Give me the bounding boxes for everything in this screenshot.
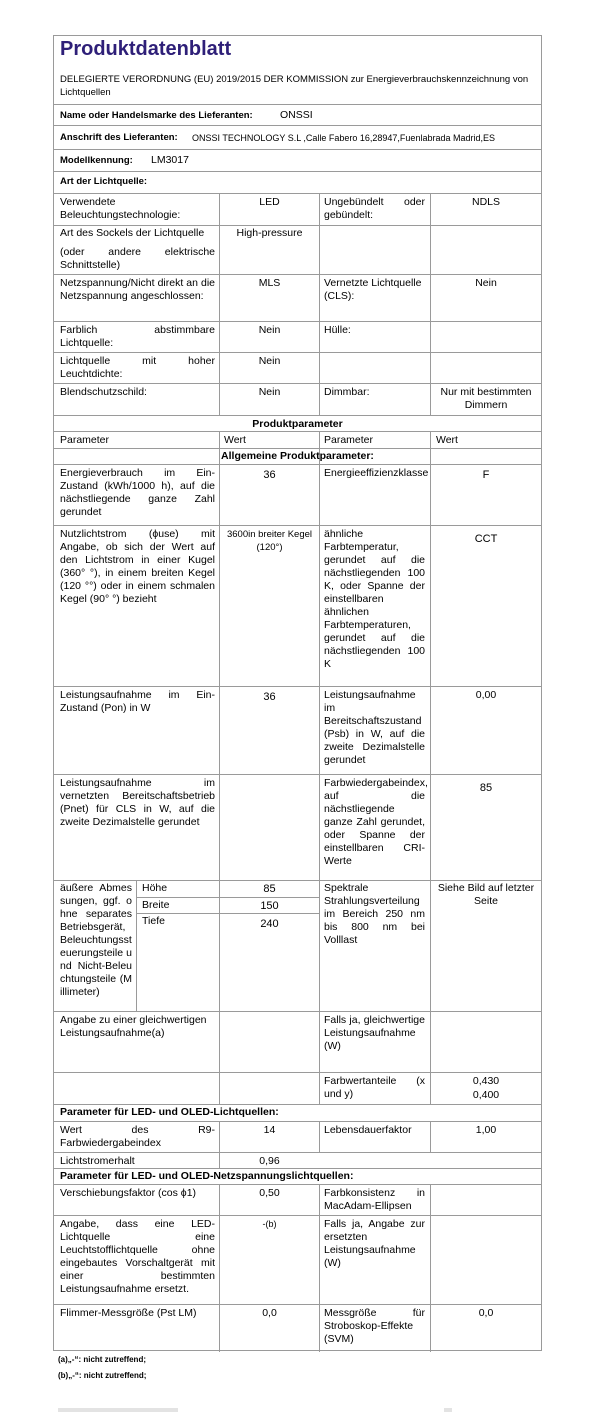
dimmable-label: Dimmbar: (324, 386, 370, 398)
fluorescent-replacement-label: Angabe, dass eine LED-Lichtquelle eine Leuchtstofflichtquelle ohne eingebautes Vorschaltgerät mit einer bestimmten Leistungsaufnahme ersetzt. (60, 1218, 215, 1295)
energy-consumption-value: 36 (263, 469, 276, 481)
chromaticity-label: Farbwertanteile (x und y) (324, 1075, 425, 1100)
col-value-header: Wert (224, 434, 246, 446)
flicker-label: Flimmer-Messgröße (Pst LM) (60, 1307, 197, 1319)
fluorescent-replacement-value: -(b) (262, 1219, 277, 1229)
col-divider (430, 1184, 431, 1352)
model-label: Modellkennung: (60, 155, 133, 166)
chromaticity-x: 0,430 (472, 1075, 500, 1087)
page-title: Produktdatenblatt (60, 38, 232, 60)
spectral-label: Spektrale Strahlungsverteilung im Bereich 250 nm bis 800 nm bei Volllast (324, 882, 425, 946)
col-divider (319, 1184, 320, 1352)
row-divider (54, 274, 541, 275)
row-divider (54, 225, 541, 226)
row-divider (54, 125, 541, 126)
supplier-name-label: Name oder Handelsmarke des Lieferanten: (60, 110, 253, 121)
row-divider (54, 1152, 541, 1153)
dim-depth-value: 240 (260, 918, 279, 930)
mains-label: Netzspannung/Nicht direkt an die Netzspannung angeschlossen: (60, 277, 215, 302)
col-divider (319, 1121, 320, 1152)
next-page-fragment (58, 1408, 178, 1412)
row-divider (54, 415, 541, 416)
section-heading-type: Art der Lichtquelle: (60, 176, 148, 187)
row-divider (54, 525, 541, 526)
product-params-heading: Produktparameter (252, 418, 343, 430)
standby-power-value: 0,00 (475, 689, 497, 701)
row-divider (54, 1184, 541, 1185)
row-divider (54, 383, 541, 384)
luminous-flux-label: Nutzlichtstrom (ϕuse) mit Angabe, ob sich der Wert auf den Lichtstrom in einer Kugel (360° °), in einem breiten Kegel (120 °°) oder in einem schmalen Kegel (90° °) bezieht (60, 528, 215, 605)
hl-luminance-label: Lichtquelle mit hoher Leuchtdichte: (60, 355, 215, 380)
lumen-maintenance-label: Lichtstromerhalt (60, 1155, 135, 1167)
networked-standby-label: Leistungsaufnahme im vernetzten Bereitschaftsbetrieb (Pnet) für CLS in W, auf die zweite Dezimalstelle gerundet (60, 777, 215, 828)
lumen-maintenance-value: 0,96 (259, 1155, 280, 1167)
col-divider (319, 431, 320, 1104)
row-divider (54, 1121, 541, 1122)
svm-label: Messgröße für Stroboskop-Effekte (SVM) (324, 1307, 425, 1345)
col-divider (219, 1184, 220, 1352)
col-param-header: Parameter (60, 434, 110, 446)
col-divider (136, 880, 137, 1011)
flicker-value: 0,0 (262, 1307, 277, 1319)
row-divider (54, 1072, 541, 1073)
envelope-label: Hülle: (324, 324, 351, 336)
directional-value: NDLS (471, 196, 500, 208)
survival-factor-value: 1,00 (475, 1124, 497, 1136)
equiv-power-label: Angabe zu einer gleichwertigen Leistungsaufnahme(a) (60, 1014, 207, 1039)
supplier-name-value: ONSSI (280, 109, 313, 121)
hl-luminance-value: Nein (258, 355, 281, 367)
replaced-power-label: Falls ja, Angabe zur ersetzten Leistungsaufnahme (W) (324, 1218, 425, 1269)
row-divider (54, 880, 541, 881)
r9-value: 14 (263, 1124, 276, 1136)
cls-label: Vernetzte Lichtquelle (CLS): (324, 277, 422, 302)
dim-width-value: 150 (260, 900, 279, 912)
row-divider (54, 774, 541, 775)
row-divider (54, 321, 541, 322)
colour-consistency-label: Farbkonsistenz in MacAdam-Ellipsen (324, 1187, 425, 1212)
antiglare-value: Nein (258, 386, 281, 398)
row-divider (54, 149, 541, 150)
row-divider (54, 464, 541, 465)
tunable-label: Farblich abstimmbare Lichtquelle: (60, 324, 215, 349)
r9-label: Wert des R9-Farbwiedergabeindex (60, 1124, 215, 1149)
row-divider (54, 193, 541, 194)
energy-consumption-label: Energieverbrauch im Ein-Zustand (kWh/1000 h), auf die nächstliegende ganze Zahl gerundet (60, 467, 215, 518)
technology-label: Verwendete Beleuchtungstechnologie: (60, 196, 181, 221)
cap-type-value: High-pressure (236, 227, 303, 239)
row-divider (54, 352, 541, 353)
row-divider (54, 171, 541, 172)
cls-value: Nein (475, 277, 497, 289)
row-divider (54, 1168, 541, 1169)
regulation-text: DELEGIERTE VERORDNUNG (EU) 2019/2015 DER KOMMISSION zur Energieverbrauchskennzeichnung von Lichtquellen (60, 74, 529, 98)
survival-factor-label: Lebensdauerfaktor (324, 1124, 412, 1136)
footnote-a: (a)„-“: nicht zutreffend; (58, 1355, 146, 1364)
directional-label: Ungebündelt oder gebündelt: (324, 196, 425, 221)
mains-value: MLS (258, 277, 281, 289)
standby-power-label: Leistungsaufnahme im Bereitschaftszustand (Psb) in W, auf die zweite Dezimalstelle gerundet (324, 689, 425, 766)
col-divider (219, 431, 220, 1104)
equiv-power-ifyes-label: Falls ja, gleichwertige Leistungsaufnahme (W) (324, 1014, 425, 1052)
on-mode-power-label: Leistungsaufnahme im Ein-Zustand (Pon) in W (60, 689, 215, 714)
dim-height-label: Höhe (142, 882, 168, 894)
supplier-address-value: ONSSI TECHNOLOGY S.L ,Calle Fabero 16,28947,Fuenlabrada Madrid,ES (192, 133, 495, 143)
row-divider (54, 1215, 541, 1216)
efficiency-class-value: F (482, 469, 490, 481)
spectral-value: Siehe Bild auf letzter Seite (437, 882, 535, 907)
row-divider (54, 448, 541, 449)
dimensions-label: äußere Abmessungen, ggf. ohne separates Betriebsgerät, Beleuchtungssteuerungsteile und Nicht-Beleuchtungsteile (Millimeter) (60, 882, 132, 998)
general-params-heading: Allgemeine Produktparameter: (221, 450, 374, 462)
technology-value: LED (259, 196, 280, 208)
col-param-header-2: Parameter (324, 434, 374, 446)
model-value: LM3017 (151, 154, 189, 166)
next-page-fragment (444, 1408, 452, 1412)
svm-value: 0,0 (478, 1307, 494, 1319)
product-datasheet (53, 35, 542, 1351)
dim-height-value: 85 (263, 883, 276, 895)
col-divider (430, 193, 431, 415)
row-divider (54, 104, 541, 105)
dim-depth-label: Tiefe (142, 915, 165, 927)
row-divider (136, 913, 320, 914)
on-mode-power-value: 36 (263, 691, 276, 703)
luminous-flux-value: 3600in breiter Kegel (120°) (226, 529, 313, 553)
led-params-heading: Parameter für LED- und OLED-Lichtquellen: (60, 1106, 279, 1118)
cct-label: ähnliche Farbtemperatur, gerundet auf die nächstliegenden 100 K, oder Spanne der einstellbaren ähnlichen Farbtemperaturen, gerundet auf die nächstliegenden 100 K (324, 528, 425, 670)
col-value-header-2: Wert (436, 434, 458, 446)
row-divider (136, 897, 320, 898)
cap-type-label-2: (oder andere elektrische Schnittstelle) (60, 246, 215, 271)
dim-width-label: Breite (142, 899, 170, 911)
efficiency-class-label: Energieeffizienzklasse (324, 467, 429, 479)
row-divider (54, 1104, 541, 1105)
row-divider (54, 431, 541, 432)
supplier-address-label: Anschrift des Lieferanten: (60, 132, 178, 143)
footnote-b: (b)„-“: nicht zutreffend; (58, 1371, 147, 1380)
mains-params-heading: Parameter für LED- und OLED-Netzspannungslichtquellen: (60, 1170, 354, 1182)
chromaticity-y: 0,400 (472, 1089, 500, 1101)
dimmable-value: Nur mit bestimmten Dimmern (440, 386, 532, 411)
cap-type-label: Art des Sockels der Lichtquelle (60, 227, 205, 239)
displacement-factor-label: Verschiebungsfaktor (cos ϕ1) (60, 1187, 197, 1199)
col-divider (430, 431, 431, 1104)
cct-value: CCT (474, 533, 498, 545)
col-divider (319, 193, 320, 415)
row-divider (54, 1011, 541, 1012)
cri-label: Farbwiedergabeindex, auf die nächstliegende ganze Zahl gerundet, oder Spanne der einstellbaren CRI-Werte (324, 777, 428, 867)
tunable-value: Nein (258, 324, 281, 336)
displacement-factor-value: 0,50 (259, 1187, 280, 1199)
cri-value: 85 (479, 782, 493, 794)
row-divider (54, 1304, 541, 1305)
antiglare-label: Blendschutzschild: (60, 386, 147, 398)
row-divider (54, 686, 541, 687)
